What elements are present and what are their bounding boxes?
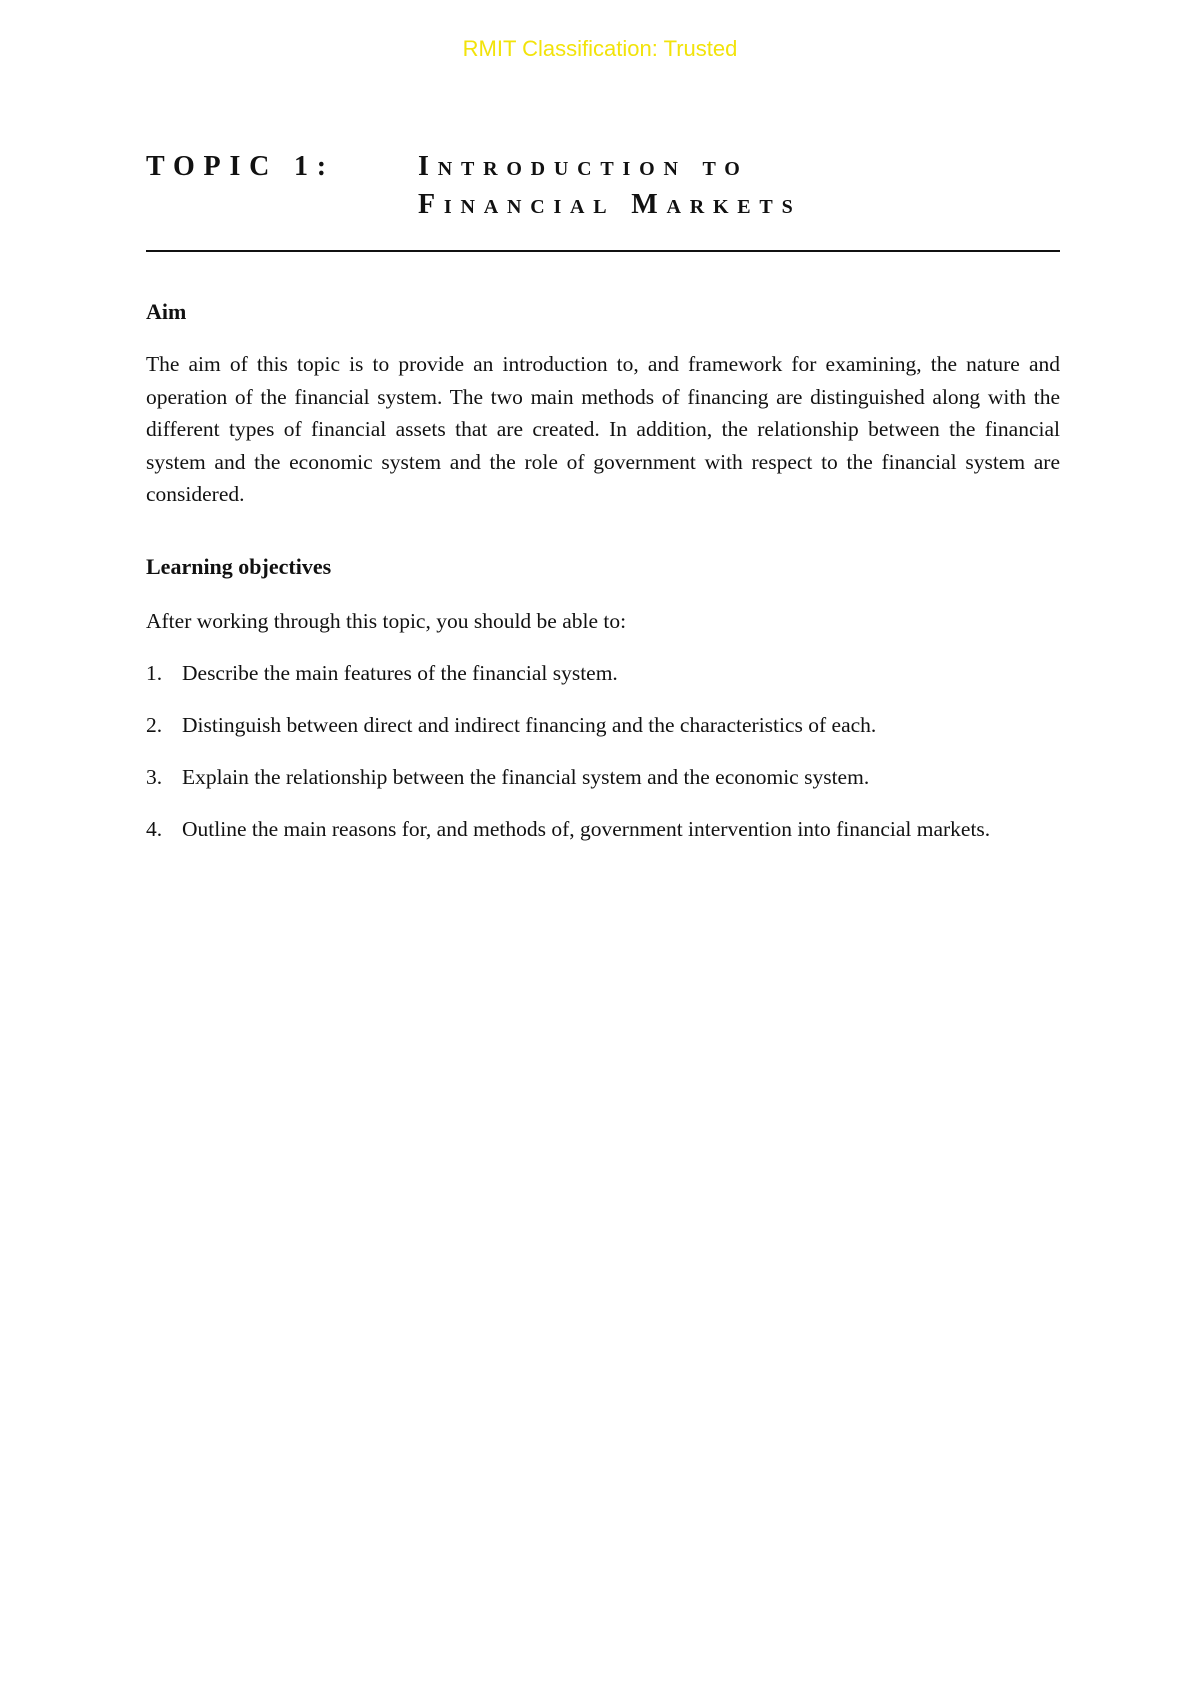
objective-item [146,813,1060,845]
objective-text: Describe the main features of the financial system. [182,660,618,685]
topic-number: TOPIC 1: [146,151,335,182]
aim-paragraph: The aim of this topic is to provide an introduction to, and framework for examining, the nature and operation of the financial system. The two main methods of financing are distinguished along with the different types of financial assets that are created. In addition, the relationship between the financial system and the economic system and the role of government with respect to the financial system are considered. [146,352,1060,506]
topic-title [418,148,1060,224]
topic-title-line-2: Financial Markets [418,189,802,220]
learning-objectives-heading: Learning objectives [146,553,332,579]
heading-divider [146,250,1060,252]
objectives-list [146,657,1060,845]
objective-number: 4. [146,816,163,841]
objective-number: 1. [146,660,163,685]
topic-heading [146,148,1060,224]
objective-text: Distinguish between direct and indirect financing and the characteristics of each. [182,712,877,737]
classification-label: RMIT Classification: Trusted [462,36,738,61]
objective-number: 3. [146,764,163,789]
objective-item [146,657,1060,689]
document-page [146,148,1060,845]
objectives-intro: After working through this topic, you should be able to: [146,608,627,633]
objective-text: Explain the relationship between the financial system and the economic system. [182,764,870,789]
objective-item [146,709,1060,741]
objective-text: Outline the main reasons for, and methods of, government intervention into financial markets. [182,816,991,841]
aim-heading: Aim [146,299,187,324]
topic-title-line-1: Introduction to [418,151,749,182]
objective-item [146,761,1060,793]
objective-number: 2. [146,712,163,737]
